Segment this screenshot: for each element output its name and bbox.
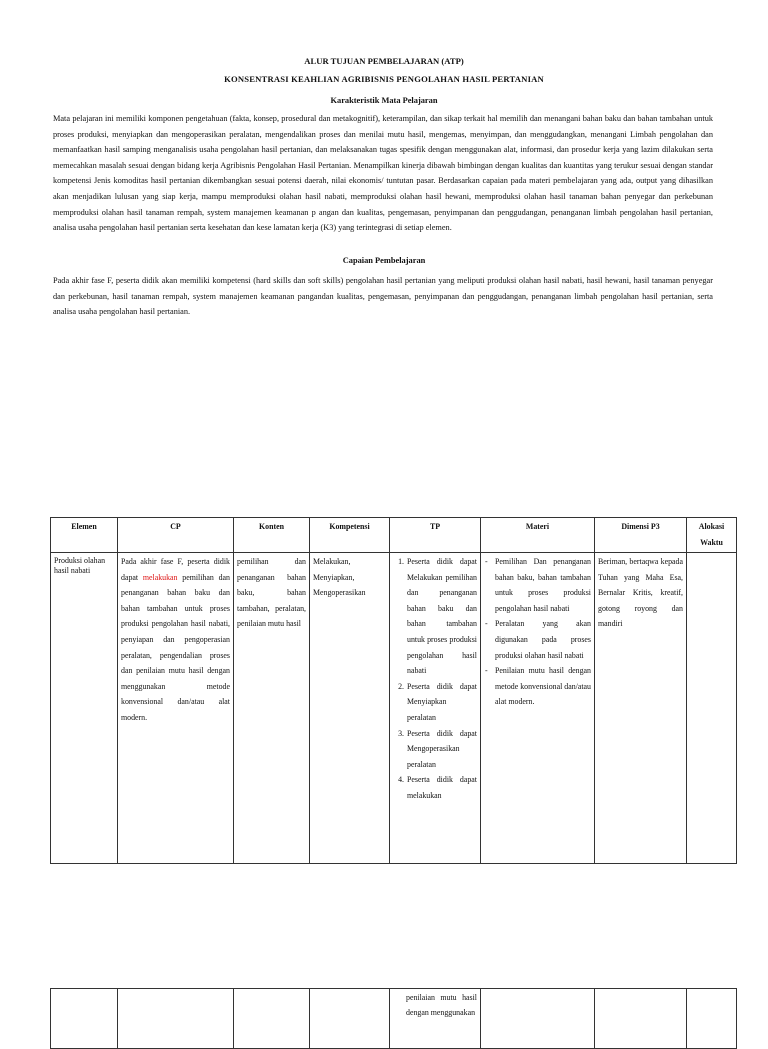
section-text-karakteristik: Mata pelajaran ini memiliki komponen pengetahuan (fakta, konsep, prosedural dan metakognitif), keterampilan, dan sikap terkait hal memilih dan menangani bahan baku dan bahan tambahan untuk proses produksi, menyiapkan dan mengoperasikan peralatan, mengendalikan proses dan menilai mutu hasil, mengemas, menyimpan, dan menggudangkan, menangani Limbah pengolahan dan memanfaatkan hasil samping menganalisis usaha pengolahan hasil pertanian, dan melaksanakan tugas spesifik dengan menggunakan alat, informasi, dan prosedur kerja yang lazim dilakukan serta memecahkan masalah sesuai dengan bidang kerja Agribisnis Pengolahan Hasil Pertanian. Menampilkan kinerja dibawah bimbingan dengan kualitas dan kuantitas yang terukur sesuai dengan standar kompetensi Jenis komoditas hasil pertanian dikembangkan sesuai potensi daerah, nilai ekonomis/ tuntutan pasar. Berdasarkan capaian pada materi pembelajaran yang ada, output yang dihasilkan akan menjadikan lulusan yang siap kerja, mampu memproduksi olahan hasil nabati, memproduksi olahan hasil hewani, memproduksi olahan hasil tanaman bahan penyegar dan perkebunan memproduksi olahan hasil tanaman rempah, system manajemen keamanan p angan dan kualitas, pengemasan, penyimpanan dan penggudangan, penanganan limbah pengolahan hasil pertanian, analisa usaha pengolahan hasil pertanian serta kesehatan dan kese lamatan kerja (K3) yang terintegrasi di setiap elemen.	[53, 114, 713, 233]
list-item: 3. Peserta didik dapat Mengoperasikan peralatan	[406, 726, 477, 773]
cp-text-before: Pada akhir fase F, peserta didik dapat	[121, 557, 230, 582]
list-item: - Penilaian mutu hasil dengan metode konvensional dan/atau alat modern.	[495, 663, 591, 710]
table-header-row	[51, 518, 737, 553]
list-item: 2. Peserta didik dapat Menyiapkan peralatan	[406, 679, 477, 726]
header-dimensi-p3: Dimensi P3	[595, 518, 687, 553]
cell-konten	[234, 553, 310, 864]
document-subtitle: KONSENTRASI KEAHLIAN AGRIBISNIS PENGOLAHAN HASIL PERTANIAN	[224, 74, 544, 84]
header-tp: TP	[390, 518, 481, 553]
cell-tp	[390, 553, 481, 864]
list-item: 1. Peserta didik dapat Melakukan pemilihan dan penanganan bahan baku dan bahan tambahan untuk proses produksi pengolahan hasil nabati	[406, 554, 477, 679]
kompetensi-text: Melakukan, Menyiapkan, Mengoperasikan	[313, 557, 366, 598]
list-item: 4. Peserta didik dapat melakukan	[406, 772, 477, 803]
cell-tp	[390, 989, 481, 1049]
list-item: - Pemilihan Dan penanganan bahan baku, bahan tambahan untuk proses produksi pengolahan hasil nabati	[495, 554, 591, 616]
cell-dimensi-p3	[595, 553, 687, 864]
tp-list	[393, 554, 477, 804]
cell-elemen	[51, 989, 118, 1049]
cell-cp	[118, 553, 234, 864]
cell-elemen	[51, 553, 118, 864]
table-row	[51, 553, 737, 864]
tp-continuation-text: penilaian mutu hasil dengan menggunakan	[406, 993, 477, 1017]
cp-text-after: pemilihan dan penanganan bahan baku dan bahan tambahan untuk proses produksi pengolahan hasil nabati, penyiapan dan pengoperasian peralatan, pengendalian proses dan penilaian mutu hasil dengan menggunakan metode konvensional dan/atau alat modern.	[121, 572, 230, 722]
atp-table-continued	[50, 988, 737, 1049]
section-heading-capaian: Capaian Pembelajaran	[342, 256, 426, 265]
cell-konten	[234, 989, 310, 1049]
atp-table	[50, 517, 737, 864]
header-alokasi-waktu: Alokasi Waktu	[687, 518, 737, 553]
cell-dimensi-p3	[595, 989, 687, 1049]
table-row	[51, 989, 737, 1049]
cell-materi	[481, 553, 595, 864]
section-text-capaian: Pada akhir fase F, peserta didik akan memiliki kompetensi (hard skills dan soft skills) pengolahan hasil pertanian yang meliputi produksi olahan hasil nabati, hasil hewani, hasil tanaman penyegar dan perkebunan, hasil tanaman rempah, system manajemen keamanan pangandan kualitas, pengemasan, penyimpanan dan penggudangan, penanganan limbah pengolahan hasil pertanian, serta analisa usaha pengolahan hasil pertanian.	[53, 276, 713, 317]
cell-kompetensi	[310, 989, 390, 1049]
section-heading-karakteristik: Karakteristik Mata Pelajaran	[330, 96, 438, 105]
materi-list	[484, 554, 591, 710]
cell-alokasi-waktu	[687, 553, 737, 864]
list-item: - Peralatan yang akan digunakan pada proses produksi olahan hasil nabati	[495, 616, 591, 663]
cell-kompetensi	[310, 553, 390, 864]
header-materi: Materi	[481, 518, 595, 553]
cell-materi	[481, 989, 595, 1049]
konten-text: pemilihan dan penanganan bahan baku, bahan tambahan, peralatan, penilaian mutu hasil	[237, 557, 306, 629]
document-title: ALUR TUJUAN PEMBELAJARAN (ATP)	[304, 56, 464, 66]
header-kompetensi: Kompetensi	[310, 518, 390, 553]
dimensi-text: Beriman, bertaqwa kepada Tuhan yang Maha Esa, Bernalar Kritis, kreatif, gotong royong dan mandiri	[598, 557, 683, 629]
cell-cp	[118, 989, 234, 1049]
cell-alokasi-waktu	[687, 989, 737, 1049]
header-cp: CP	[118, 518, 234, 553]
elemen-text: Produksi olahan hasil nabati	[54, 556, 106, 575]
cp-highlight: melakukan	[142, 572, 178, 582]
header-elemen: Elemen	[51, 518, 118, 553]
header-konten: Konten	[234, 518, 310, 553]
